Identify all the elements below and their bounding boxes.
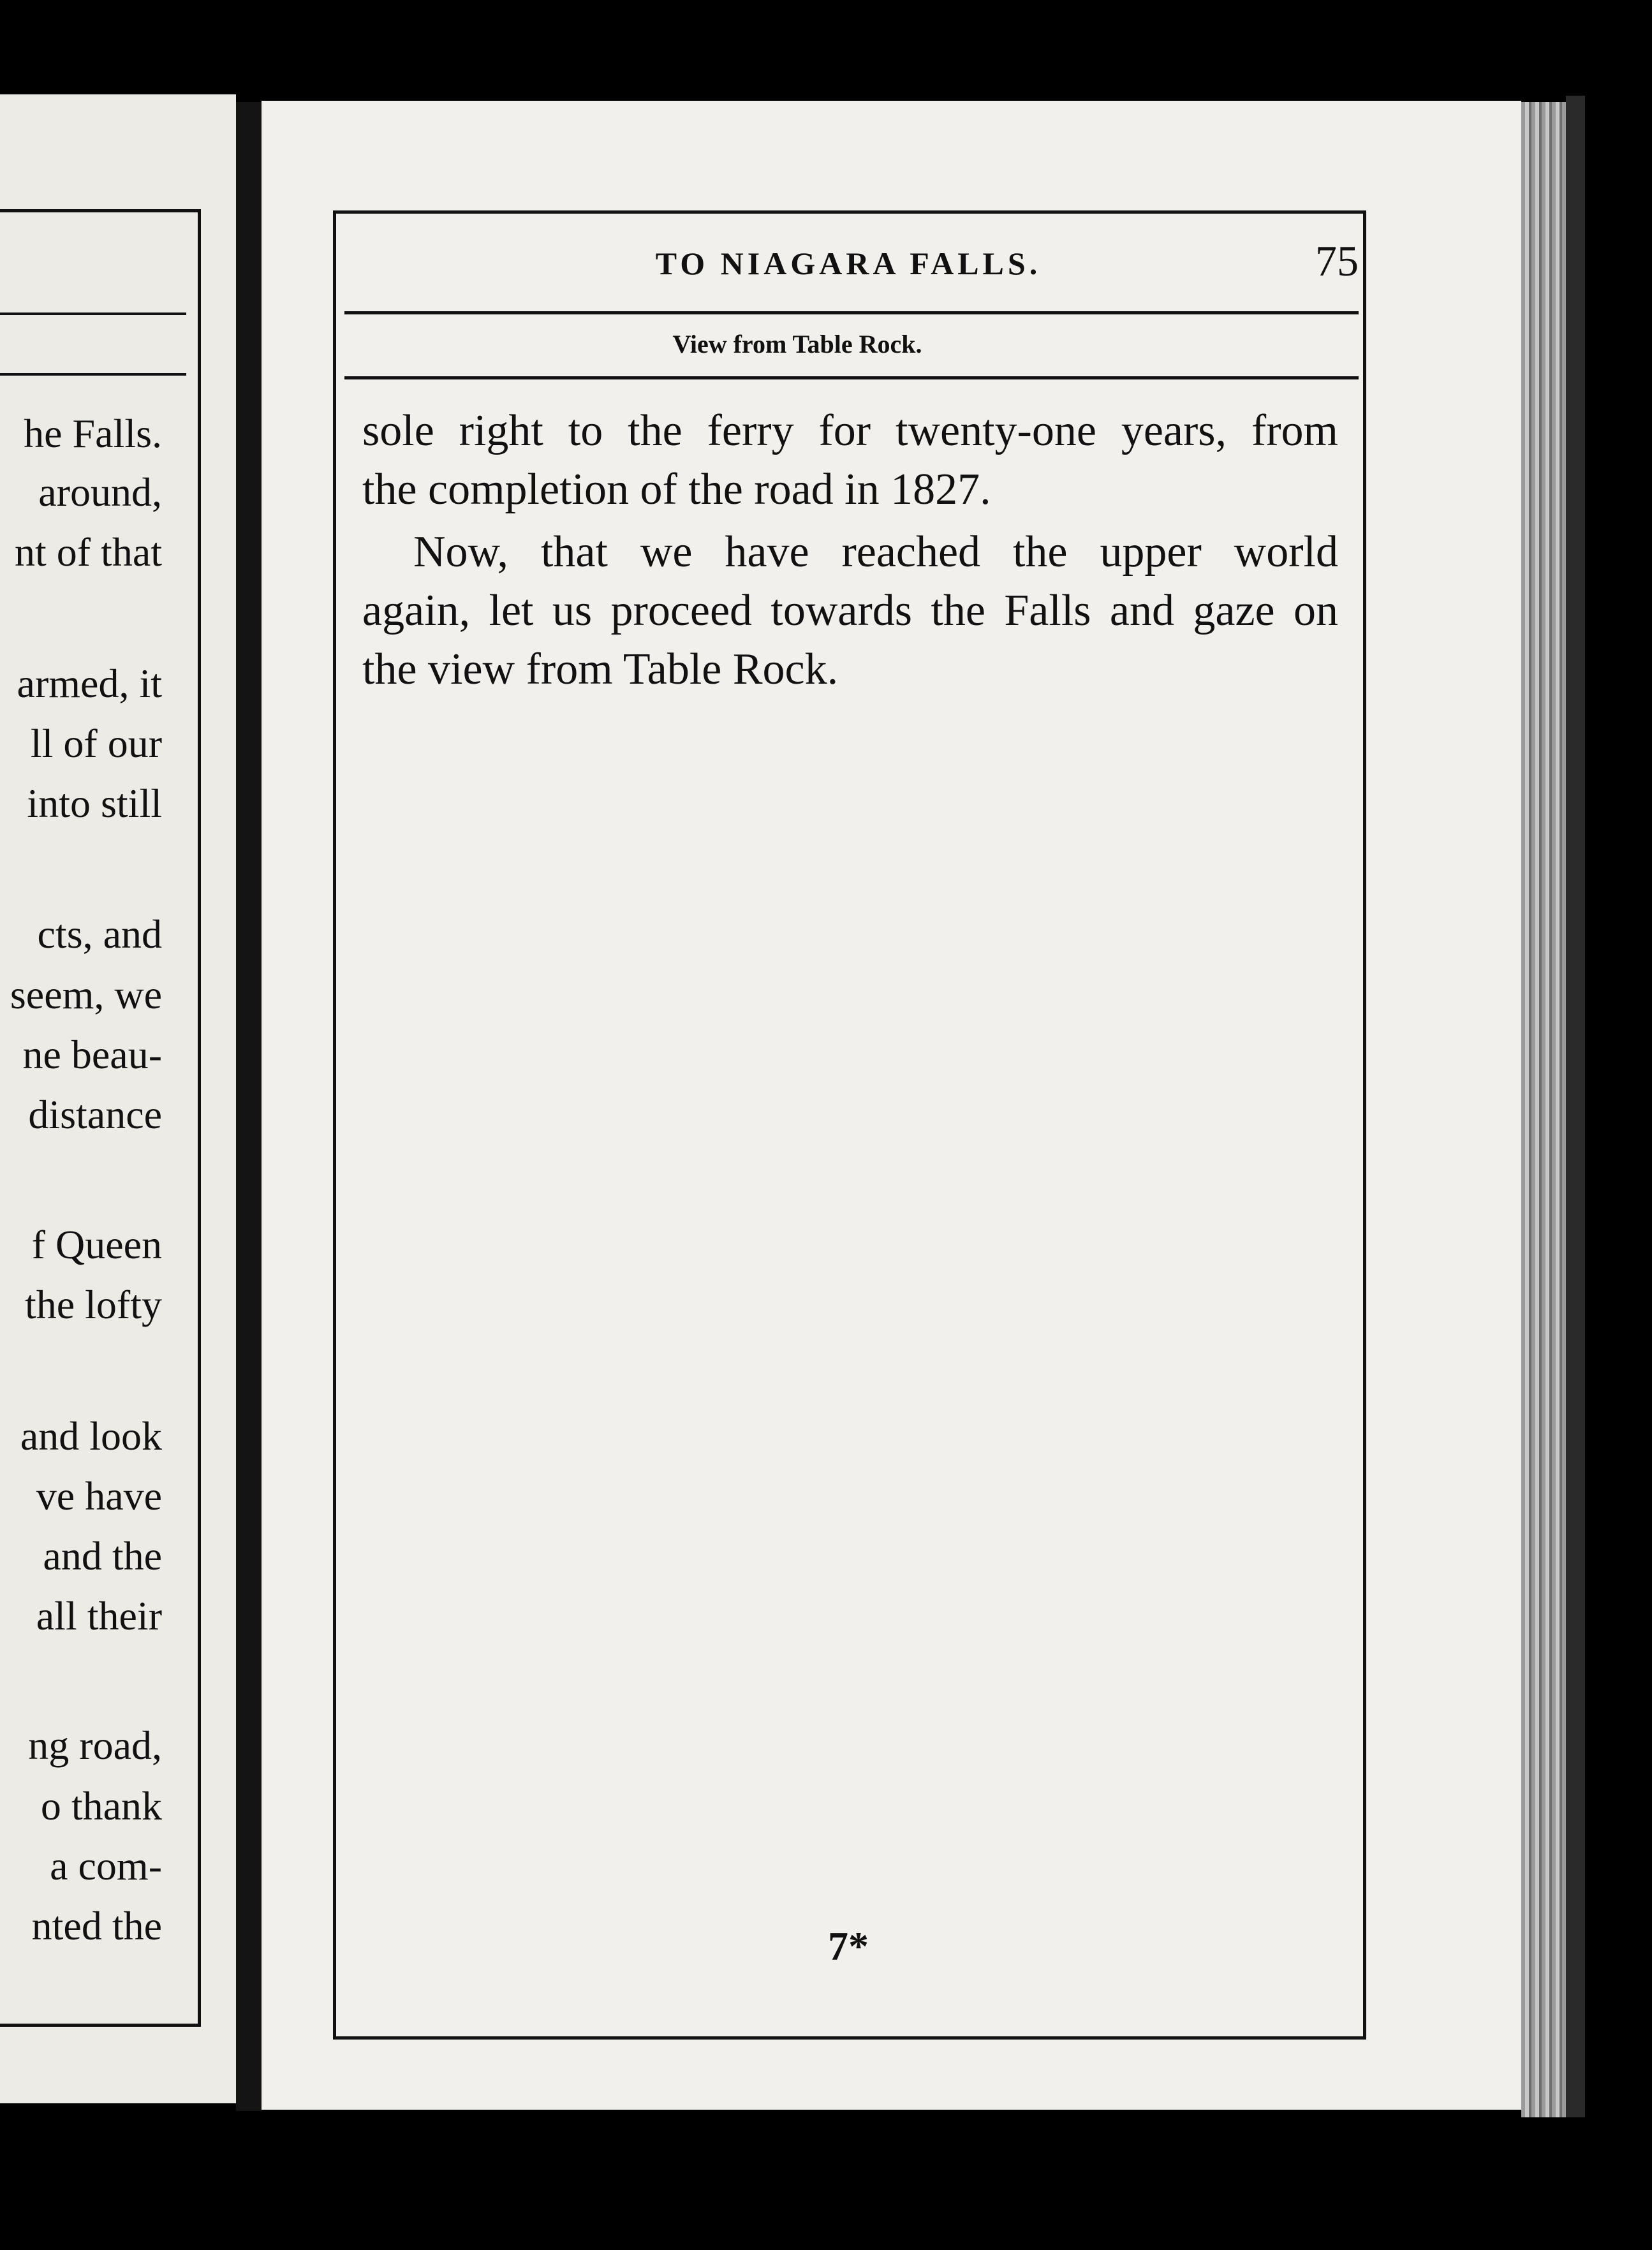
left-header-rule (0, 312, 186, 315)
left-text-line: a com- (50, 1843, 162, 1888)
running-head: TO NIAGARA FALLS. (655, 246, 1042, 281)
left-text-line: ve have (36, 1473, 162, 1518)
left-text-line: the lofty (24, 1282, 162, 1327)
left-text-line: nted the (31, 1903, 162, 1948)
left-text-line: distance (28, 1092, 162, 1137)
left-text-line: and look (20, 1413, 162, 1459)
paragraph-line: Now, that we have reached the upper world (413, 527, 1338, 577)
left-text-line: ll of our (30, 721, 162, 766)
signature-mark: 7* (828, 1923, 869, 1969)
left-text-line: seem, we (10, 972, 162, 1017)
left-text-line: nt of that (14, 529, 162, 575)
book-edge-shadow (1566, 96, 1585, 2117)
left-text-line: ne beau- (22, 1032, 162, 1077)
book-gutter (236, 102, 262, 2111)
left-text-line: o thank (40, 1783, 162, 1828)
left-text-line: around, (38, 469, 162, 515)
left-text-line: ng road, (28, 1723, 162, 1768)
paragraph-line: the completion of the road in 1827. (362, 465, 991, 514)
page-edges (1521, 102, 1566, 2117)
paragraph-line: sole right to the ferry for twenty-one years, from (362, 406, 1338, 455)
left-text-line: armed, it (17, 661, 162, 706)
section-title: View from Table Rock. (672, 330, 922, 358)
left-text-line: he Falls. (24, 411, 162, 456)
left-text-line: all their (36, 1593, 162, 1638)
paragraph-line: again, let us proceed towards the Falls and gaze on (362, 586, 1338, 635)
left-text-line: f Queen (31, 1222, 162, 1267)
page-number: 75 (1315, 237, 1359, 285)
left-text-line: cts, and (37, 911, 162, 957)
left-text-line: into still (27, 781, 162, 826)
header-rule (344, 311, 1359, 314)
left-header-rule (0, 373, 186, 376)
left-text-line: and the (43, 1533, 162, 1578)
header-rule (344, 376, 1359, 379)
paragraph-line: the view from Table Rock. (362, 645, 839, 694)
